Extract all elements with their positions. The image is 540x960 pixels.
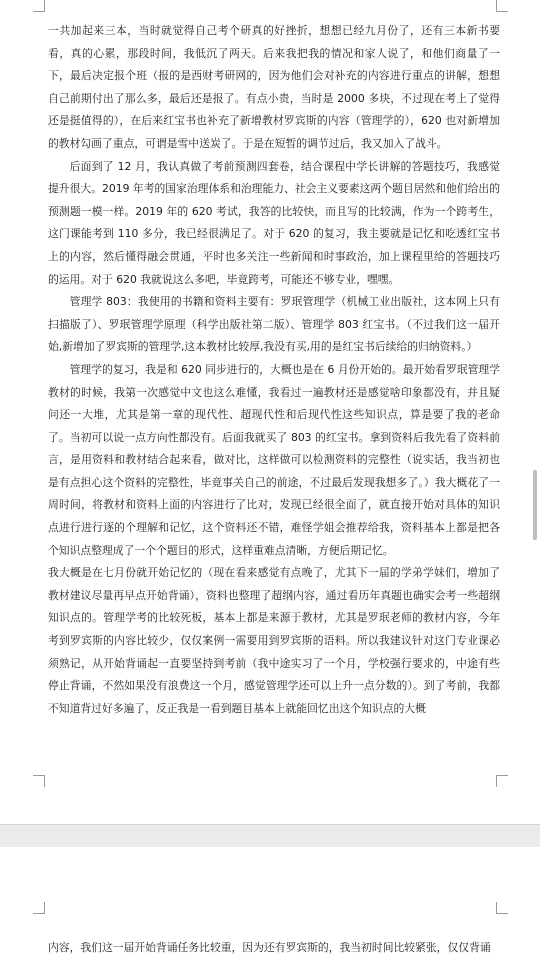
paragraph-3: 管理学 803：我使用的书籍和资料主要有：罗珉管理学（机械工业出版社，这本网上只有扫描版了）、罗珉管理学原理（科学出版社第二版）、管理学 803 红宝书。（不过我们这一届开始,新增加了罗宾斯的管理学,这本教材比较厚,我没有买,用的是红宝书后续给的归纳资料。） [48,295,500,354]
page-2-first-line: 内容，我们这一届开始背诵任务比较重，因为还有罗宾斯的，我当初时间比较紧张，仅仅背诵 [48,941,491,954]
paragraph-1: 一共加起来三本，当时就觉得自己考个研真的好挫折，想想已经九月份了，还有三本新书要看，真的心累，那段时间，我低沉了两天。后来我把我的情况和家人说了，和他们商量了一下，最后决定报个班（报的是西财考研网的，因为他们会对补充的内容进行重点的讲解，想想自己前期付出了那么多，最后还是报了。有点小贵，当时是 2000 多块，不过现在考上了觉得还是挺值得的），在后来红宝书也补充了新增教材罗宾斯的内容（管理学的），620 也对新增加的教材勾画了重点，可谓是雪中送炭了。于是在短暂的调节过后，我又加入了战斗。 [48,24,500,150]
crop-mark-top-right [496,0,508,12]
paragraph-2: 后面到了 12 月，我认真做了考前预测四套卷，结合课程中学长讲解的答题技巧，我感觉提升很大。2019 年考的国家治理体系和治理能力、社会主义要素这两个题目居然和他们给出的预测题一模一样。2019 年的 620 考试，我答的比较快，而且写的比较满，作为一个跨考生，这门课能考到 110 多分，我已经很满足了。对于 620 的复习，我主要就是记忆和吃透红宝书上的内容，然后懂得融会贯通，平时也多关注一些新闻和时事政治，加上课程里给的答题技巧的运用。对于 620 我就说这么多吧，毕竟跨考，可能还不够专业，嘿嘿。 [48,159,500,286]
vertical-scrollbar[interactable] [533,470,537,540]
page-separator [0,824,540,848]
crop-mark-top-left [33,902,45,914]
crop-mark-top-left [33,0,45,12]
crop-mark-bottom-right [496,775,508,787]
paragraph-5: 我大概是在七月份就开始记忆的（现在看来感觉有点晚了，尤其下一届的学弟学妹们，增加了教材建议尽量再早点开始背诵），资料也整理了超纲内容，通过看历年真题也确实会考一些超纲知识点的。管理学考的比较死板，基本上都是来源于教材，尤其是罗珉老师的教材内容，今年考到罗宾斯的内容比较少，仅仅案例一需要用到罗宾斯的语料。所以我建议针对这门专业课必须熟记，从开始背诵起一直要坚持到考前（我中途实习了一个月，学校强行要求的，中途有些停止背诵，不然如果没有浪费这一个月，感觉管理学还可以上升一点分数的）。到了考前，我都不知道背过好多遍了，反正我是一看到题目基本上就能回忆出这个知识点的大概 [48,566,500,715]
page-body [48,20,500,720]
paragraph-4: 管理学的复习，我是和 620 同步进行的，大概也是在 6 月份开始的。最开始看罗珉管理学教材的时候，我第一次感觉中文也这么难懂，我看过一遍教材还是感觉啥印象都没有，并且疑问还一大堆，尤其是第一章的现代性、超现代性和后现代性这些知识点，算是要了我的老命了。当初可以说一点方向性都没有。后面我就买了 803 的红宝书。拿到资料后我先看了资料前言，是用资料和教材结合起来看，做对比，这样做可以检测资料的完整性（说实话，我当初也是有点担心这个资料的完整性，毕竟事关自己的前途，不过最后发现我想多了。）我大概花了一周时间，将教材和资料上面的内容进行了比对，发现已经很全面了，就直接开始对具体的知识点进行进行逐的个理解和记忆，这个资料还不错，难怪学姐会推荐给我，资料基本上都是把各个知识点整理成了一个个题目的形式，这样重难点清晰，方便后期记忆。 [48,362,500,557]
crop-mark-bottom-left [33,775,45,787]
document-page-2 [0,847,540,960]
crop-mark-top-right [496,902,508,914]
